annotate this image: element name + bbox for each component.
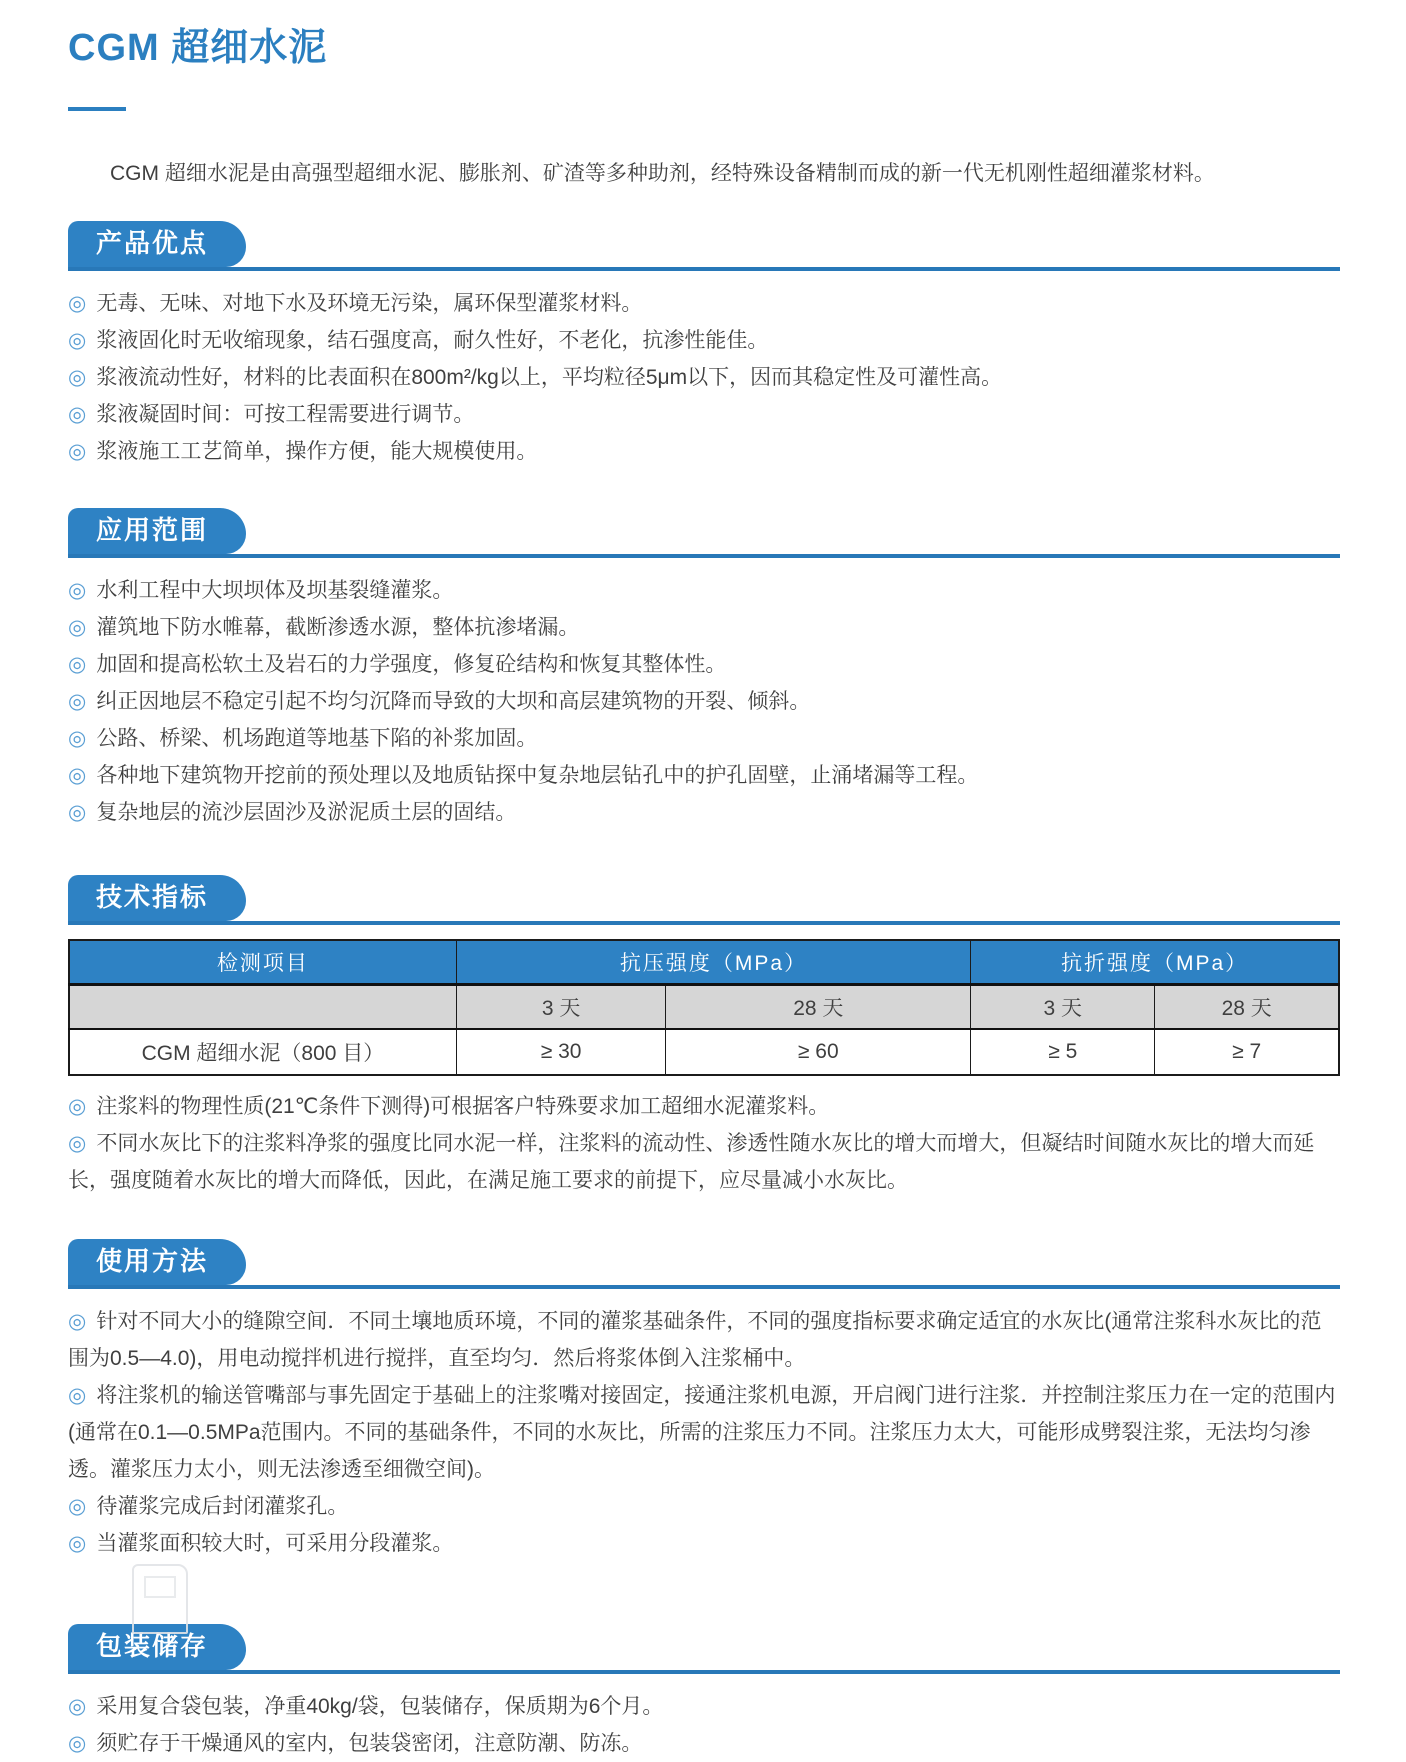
advantages-list <box>68 285 1340 470</box>
table-cell-value: ≥ 7 <box>1155 1029 1339 1075</box>
list-item <box>68 1125 1340 1199</box>
faded-package-watermark-image <box>132 1564 188 1634</box>
bullet-text: 复杂地层的流沙层固沙及淤泥质土层的固结。 <box>96 801 517 824</box>
page-title: CGM 超细水泥 <box>68 27 328 69</box>
double-circle-bullet-icon: ◎ <box>68 440 87 463</box>
bullet-text: 各种地下建筑物开挖前的预处理以及地质钻探中复杂地层钻孔中的护孔固壁，止涌堵漏等工程。 <box>96 764 979 787</box>
table-subheader-3d: 3 天 <box>456 985 666 1030</box>
title-underline <box>68 107 126 111</box>
double-circle-bullet-icon: ◎ <box>68 727 87 750</box>
bullet-text: 须贮存于干燥通风的室内，包装袋密闭，注意防潮、防冻。 <box>96 1732 643 1755</box>
bullet-text: 水利工程中大坝坝体及坝基裂缝灌浆。 <box>96 579 454 602</box>
section-header-advantages <box>68 221 1340 271</box>
bullet-text: 纠正因地层不稳定引起不均匀沉降而导致的大坝和高层建筑物的开裂、倾斜。 <box>96 690 811 713</box>
table-header-row <box>69 940 1339 985</box>
list-item <box>68 285 1340 322</box>
double-circle-bullet-icon: ◎ <box>68 366 87 389</box>
list-item <box>68 322 1340 359</box>
list-item <box>68 1725 1340 1762</box>
section-header-usage <box>68 1239 1340 1289</box>
bullet-text: 浆液凝固时间：可按工程需要进行调节。 <box>96 403 475 426</box>
section-tab-advantages: 产品优点 <box>68 221 246 267</box>
table-header-test-item: 检测项目 <box>69 940 456 985</box>
list-item <box>68 609 1340 646</box>
table-row <box>69 1029 1339 1075</box>
bullet-text: 待灌浆完成后封闭灌浆孔。 <box>96 1495 349 1518</box>
double-circle-bullet-icon: ◎ <box>68 690 87 713</box>
list-item <box>68 1525 1340 1562</box>
list-item <box>68 757 1340 794</box>
bullet-text: 将注浆机的输送管嘴部与事先固定于基础上的注浆嘴对接固定，接通注浆机电源，开启阀门进行注浆．并控制注浆压力在一定的范围内(通常在0.1—0.5MPa范围内。不同的基础条件，不同的水灰比，所需的注浆压力不同。注浆压力太大，可能形成劈裂注浆，无法均匀渗透。灌浆压力太小，则无法渗透至细微空间)。 <box>68 1384 1336 1481</box>
applications-list <box>68 572 1340 831</box>
table-cell-value: ≥ 30 <box>456 1029 666 1075</box>
list-item <box>68 572 1340 609</box>
table-cell-value: ≥ 60 <box>666 1029 971 1075</box>
section-tab-usage: 使用方法 <box>68 1239 246 1285</box>
bullet-text: 公路、桥梁、机场跑道等地基下陷的补浆加固。 <box>96 727 538 750</box>
list-item <box>68 794 1340 831</box>
table-subheader-28d: 28 天 <box>1155 985 1339 1030</box>
list-item <box>68 646 1340 683</box>
double-circle-bullet-icon: ◎ <box>68 1495 87 1518</box>
section-header-applications <box>68 508 1340 558</box>
packaging-list <box>68 1688 1340 1762</box>
double-circle-bullet-icon: ◎ <box>68 1384 87 1407</box>
double-circle-bullet-icon: ◎ <box>68 1732 87 1755</box>
bullet-text: 浆液固化时无收缩现象，结石强度高，耐久性好，不老化，抗渗性能佳。 <box>96 329 769 352</box>
list-item <box>68 359 1340 396</box>
section-tab-applications: 应用范围 <box>68 508 246 554</box>
section-header-packaging <box>68 1624 1340 1674</box>
double-circle-bullet-icon: ◎ <box>68 1310 87 1333</box>
table-cell-product-name: CGM 超细水泥（800 目） <box>69 1029 456 1075</box>
list-item <box>68 1377 1340 1488</box>
bullet-text: 灌筑地下防水帷幕，截断渗透水源，整体抗渗堵漏。 <box>96 616 580 639</box>
double-circle-bullet-icon: ◎ <box>68 616 87 639</box>
double-circle-bullet-icon: ◎ <box>68 579 87 602</box>
double-circle-bullet-icon: ◎ <box>68 653 87 676</box>
section-tab-specs: 技术指标 <box>68 875 246 921</box>
specs-notes-list <box>68 1088 1340 1199</box>
double-circle-bullet-icon: ◎ <box>68 801 87 824</box>
list-item <box>68 396 1340 433</box>
section-tab-packaging: 包装储存 <box>68 1624 246 1670</box>
table-header-compressive: 抗压强度（MPa） <box>456 940 970 985</box>
bullet-text: 注浆料的物理性质(21℃条件下测得)可根据客户特殊要求加工超细水泥灌浆料。 <box>96 1095 830 1118</box>
double-circle-bullet-icon: ◎ <box>68 764 87 787</box>
bullet-text: 无毒、无味、对地下水及环境无污染，属环保型灌浆材料。 <box>96 292 643 315</box>
page-content <box>0 16 1406 1762</box>
list-item <box>68 1303 1340 1377</box>
usage-list <box>68 1303 1340 1562</box>
list-item <box>68 683 1340 720</box>
bullet-text: 加固和提高松软土及岩石的力学强度，修复砼结构和恢复其整体性。 <box>96 653 727 676</box>
bullet-text: 浆液流动性好，材料的比表面积在800m²/kg以上，平均粒径5μm以下，因而其稳定性及可灌性高。 <box>96 366 1003 389</box>
spec-table <box>68 939 1340 1076</box>
table-subheader-row <box>69 985 1339 1030</box>
double-circle-bullet-icon: ◎ <box>68 1095 87 1118</box>
product-datasheet-page <box>0 16 1406 1755</box>
double-circle-bullet-icon: ◎ <box>68 403 87 426</box>
list-item <box>68 1488 1340 1525</box>
list-item <box>68 433 1340 470</box>
bullet-text: 针对不同大小的缝隙空间．不同土壤地质环境，不同的灌浆基础条件，不同的强度指标要求确定适宜的水灰比(通常注浆科水灰比的范围为0.5—4.0)，用电动搅拌机进行搅拌，直至均匀．然后将浆体倒入注浆桶中。 <box>68 1310 1322 1370</box>
bullet-text: 采用复合袋包装，净重40kg/袋，包装储存，保质期为6个月。 <box>96 1695 664 1718</box>
list-item <box>68 720 1340 757</box>
table-subheader-3d: 3 天 <box>971 985 1155 1030</box>
intro-paragraph: CGM 超细水泥是由高强型超细水泥、膨胀剂、矿渣等多种助剂，经特殊设备精制而成的新一代无机刚性超细灌浆材料。 <box>110 162 1215 185</box>
table-subheader-28d: 28 天 <box>666 985 971 1030</box>
table-subheader-empty <box>69 985 456 1030</box>
bullet-text: 浆液施工工艺简单，操作方便，能大规模使用。 <box>96 440 538 463</box>
bullet-text: 当灌浆面积较大时，可采用分段灌浆。 <box>96 1532 454 1555</box>
section-header-specs <box>68 875 1340 925</box>
double-circle-bullet-icon: ◎ <box>68 329 87 352</box>
table-header-flexural: 抗折强度（MPa） <box>971 940 1339 985</box>
double-circle-bullet-icon: ◎ <box>68 1695 87 1718</box>
bullet-text: 不同水灰比下的注浆料净浆的强度比同水泥一样，注浆料的流动性、渗透性随水灰比的增大而增大，但凝结时间随水灰比的增大而延长，强度随着水灰比的增大而降低，因此，在满足施工要求的前提下，应尽量减小水灰比。 <box>68 1132 1315 1192</box>
table-cell-value: ≥ 5 <box>971 1029 1155 1075</box>
list-item <box>68 1088 1340 1125</box>
double-circle-bullet-icon: ◎ <box>68 292 87 315</box>
double-circle-bullet-icon: ◎ <box>68 1532 87 1555</box>
list-item <box>68 1688 1340 1725</box>
double-circle-bullet-icon: ◎ <box>68 1132 87 1155</box>
